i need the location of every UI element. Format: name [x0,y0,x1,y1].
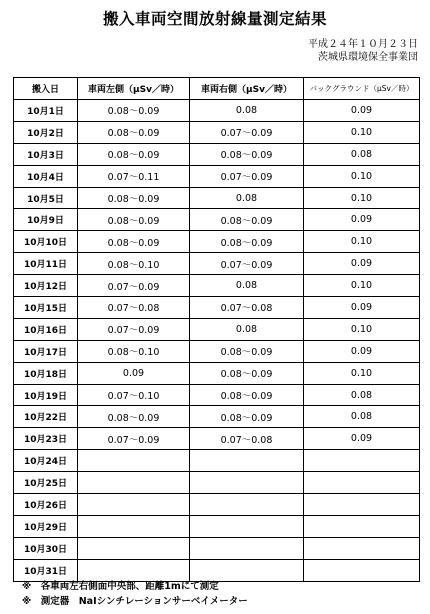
header-background: バックグラウンド（μSv／時） [304,78,420,100]
cell-vehicle-right [190,472,304,494]
cell-background: 0.08 [304,384,420,406]
cell-delivery-date: 10月26日 [14,494,78,516]
cell-vehicle-right: 0.07〜0.08 [190,428,304,450]
table-row [14,318,420,340]
cell-vehicle-right: 0.08〜0.09 [190,231,304,253]
table-row [14,406,420,428]
cell-delivery-date: 10月3日 [14,143,78,165]
document-meta [308,38,418,64]
cell-delivery-date: 10月15日 [14,297,78,319]
cell-vehicle-right [190,450,304,472]
cell-background: 0.10 [304,187,420,209]
cell-background: 0.10 [304,121,420,143]
cell-background [304,559,420,581]
cell-background: 0.08 [304,406,420,428]
cell-background: 0.09 [304,253,420,275]
table-row [14,253,420,275]
cell-vehicle-left [78,450,190,472]
cell-vehicle-left: 0.08〜0.10 [78,340,190,362]
cell-background: 0.10 [304,318,420,340]
cell-background: 0.09 [304,340,420,362]
table-row [14,472,420,494]
cell-delivery-date: 10月10日 [14,231,78,253]
cell-vehicle-left [78,559,190,581]
cell-vehicle-right [190,537,304,559]
cell-delivery-date: 10月25日 [14,472,78,494]
header-vehicle-right: 車両右側（μSv／時） [190,78,304,100]
cell-background: 0.08 [304,143,420,165]
cell-delivery-date: 10月4日 [14,165,78,187]
cell-background [304,472,420,494]
table-row [14,537,420,559]
cell-vehicle-right [190,494,304,516]
notes [22,580,248,609]
cell-vehicle-right: 0.07〜0.09 [190,121,304,143]
cell-vehicle-left: 0.07〜0.09 [78,318,190,340]
cell-background: 0.09 [304,209,420,231]
cell-vehicle-right: 0.08 [190,318,304,340]
cell-vehicle-right: 0.08 [190,100,304,122]
cell-vehicle-left: 0.08〜0.09 [78,100,190,122]
cell-vehicle-right [190,559,304,581]
cell-delivery-date: 10月18日 [14,362,78,384]
cell-vehicle-left: 0.08〜0.10 [78,253,190,275]
cell-delivery-date: 10月30日 [14,537,78,559]
cell-background: 0.10 [304,275,420,297]
cell-vehicle-left: 0.08〜0.09 [78,143,190,165]
cell-background: 0.09 [304,100,420,122]
cell-vehicle-left [78,494,190,516]
table-row [14,275,420,297]
cell-background: 0.09 [304,428,420,450]
cell-vehicle-left: 0.07〜0.11 [78,165,190,187]
cell-background [304,450,420,472]
header-delivery-date: 搬入日 [14,78,78,100]
table-row [14,121,420,143]
document-date: 平成２４年１０月２３日 [308,39,418,50]
note-instrument: ※ 測定器 NaIシンチレーションサーベイメーター [22,595,248,607]
table-row [14,384,420,406]
cell-delivery-date: 10月2日 [14,121,78,143]
cell-vehicle-left: 0.07〜0.09 [78,275,190,297]
cell-vehicle-right: 0.07〜0.09 [190,165,304,187]
cell-delivery-date: 10月24日 [14,450,78,472]
cell-delivery-date: 10月29日 [14,515,78,537]
cell-vehicle-right: 0.08〜0.09 [190,406,304,428]
cell-vehicle-left: 0.08〜0.09 [78,121,190,143]
table-row [14,100,420,122]
table-body [14,100,420,582]
cell-background [304,515,420,537]
cell-vehicle-left: 0.08〜0.09 [78,209,190,231]
cell-vehicle-right: 0.07〜0.09 [190,253,304,275]
table-row [14,450,420,472]
cell-background: 0.10 [304,231,420,253]
cell-vehicle-left: 0.08〜0.09 [78,231,190,253]
table-row [14,559,420,581]
table-row [14,494,420,516]
cell-delivery-date: 10月12日 [14,275,78,297]
table-row [14,143,420,165]
cell-delivery-date: 10月19日 [14,384,78,406]
cell-delivery-date: 10月16日 [14,318,78,340]
cell-delivery-date: 10月9日 [14,209,78,231]
cell-vehicle-left [78,515,190,537]
cell-background [304,537,420,559]
document-title: 搬入車両空間放射線量測定結果 [102,10,327,28]
cell-delivery-date: 10月22日 [14,406,78,428]
cell-vehicle-left [78,537,190,559]
header-vehicle-left: 車両左側（μSv／時） [78,78,190,100]
table-row [14,515,420,537]
table-row [14,297,420,319]
cell-delivery-date: 10月11日 [14,253,78,275]
organization-name: 茨城県環境保全事業団 [318,52,418,63]
cell-vehicle-right: 0.08〜0.09 [190,362,304,384]
table-header-row [14,78,420,100]
cell-vehicle-left: 0.07〜0.08 [78,297,190,319]
cell-background [304,494,420,516]
cell-delivery-date: 10月5日 [14,187,78,209]
table-row [14,428,420,450]
cell-vehicle-left: 0.07〜0.09 [78,428,190,450]
cell-vehicle-right: 0.08〜0.09 [190,384,304,406]
cell-background: 0.09 [304,297,420,319]
cell-vehicle-left: 0.08〜0.09 [78,187,190,209]
table-row [14,362,420,384]
cell-vehicle-left [78,472,190,494]
cell-vehicle-right [190,515,304,537]
table-row [14,187,420,209]
cell-vehicle-right: 0.08〜0.09 [190,143,304,165]
table-row [14,165,420,187]
cell-vehicle-right: 0.08 [190,187,304,209]
table-row [14,209,420,231]
cell-delivery-date: 10月31日 [14,559,78,581]
cell-vehicle-right: 0.08〜0.09 [190,340,304,362]
cell-vehicle-right: 0.08 [190,275,304,297]
cell-vehicle-left: 0.08〜0.09 [78,406,190,428]
cell-vehicle-right: 0.08〜0.09 [190,209,304,231]
measurement-table [13,77,420,582]
cell-delivery-date: 10月23日 [14,428,78,450]
table-row [14,231,420,253]
cell-delivery-date: 10月1日 [14,100,78,122]
note-measurement-position: ※ 各車両左右側面中央部、距離1mにて測定 [22,581,219,592]
cell-delivery-date: 10月17日 [14,340,78,362]
cell-vehicle-left: 0.07〜0.10 [78,384,190,406]
cell-background: 0.10 [304,362,420,384]
cell-vehicle-left: 0.09 [78,362,190,384]
cell-vehicle-right: 0.07〜0.08 [190,297,304,319]
cell-background: 0.10 [304,165,420,187]
table-row [14,340,420,362]
